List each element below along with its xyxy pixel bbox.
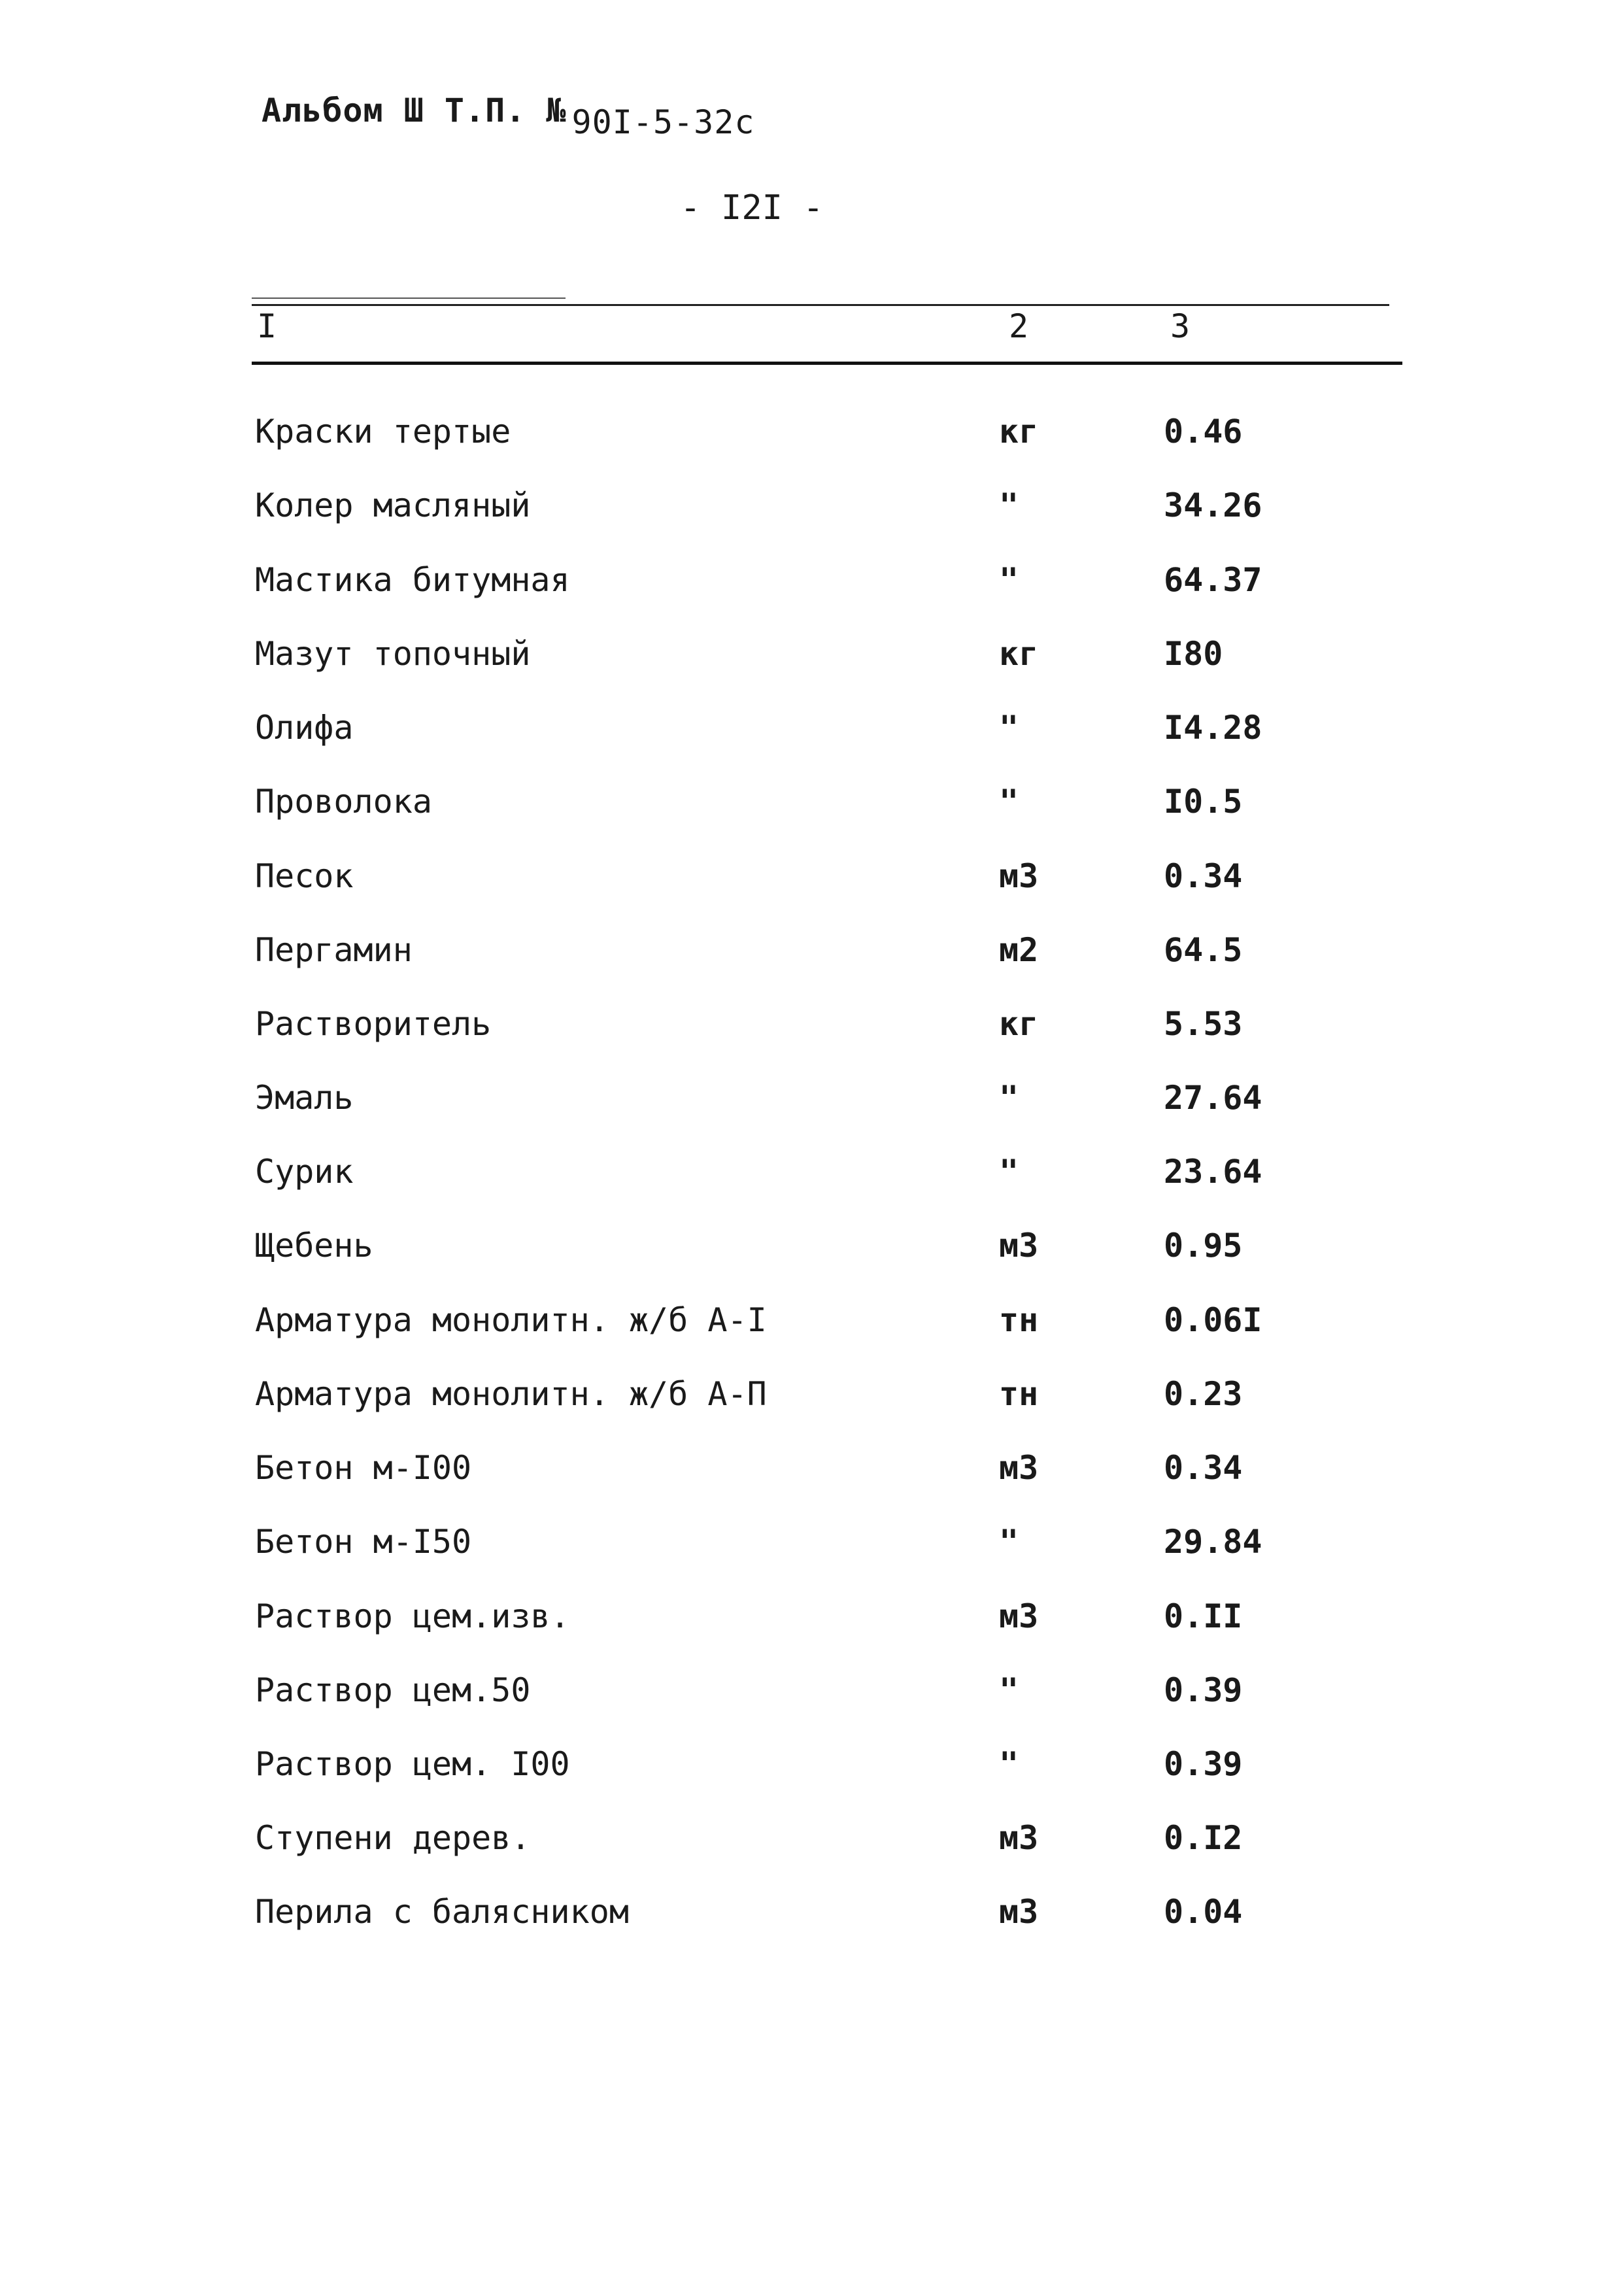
quantity: 64.5 xyxy=(1164,931,1243,969)
unit: м2 xyxy=(999,931,1039,969)
table-row xyxy=(0,405,1624,458)
unit: м3 xyxy=(999,1893,1039,1931)
album-label: Альбом Ш Т.П. № xyxy=(262,92,567,129)
unit: м3 xyxy=(999,1449,1039,1487)
material-name: Бетон м-I50 xyxy=(255,1523,472,1561)
quantity: I0.5 xyxy=(1164,783,1243,821)
unit: " xyxy=(999,783,1019,821)
table-row xyxy=(0,1664,1624,1716)
unit: " xyxy=(999,1153,1019,1191)
table-row xyxy=(0,1294,1624,1346)
table-row xyxy=(0,924,1624,976)
column-header-1: I xyxy=(257,307,277,345)
table-row xyxy=(0,1442,1624,1494)
table-row xyxy=(0,1738,1624,1790)
unit: тн xyxy=(999,1375,1039,1413)
unit: кг xyxy=(999,635,1039,673)
quantity: 0.34 xyxy=(1164,1449,1243,1487)
material-name: Раствор цем.50 xyxy=(255,1671,531,1709)
quantity: 5.53 xyxy=(1164,1005,1243,1043)
quantity: I4.28 xyxy=(1164,709,1262,747)
material-name: Ступени дерев. xyxy=(255,1819,531,1857)
material-name: Эмаль xyxy=(255,1079,354,1117)
unit: м3 xyxy=(999,1597,1039,1635)
table-row xyxy=(0,775,1624,828)
material-name: Олифа xyxy=(255,709,354,747)
table-row xyxy=(0,1590,1624,1642)
material-name: Пергамин xyxy=(255,931,413,969)
column-header-3: 3 xyxy=(1170,307,1191,345)
table-row xyxy=(0,628,1624,680)
quantity: 0.34 xyxy=(1164,857,1243,895)
table-row xyxy=(0,1072,1624,1124)
table-row xyxy=(0,1219,1624,1272)
quantity: 29.84 xyxy=(1164,1523,1262,1561)
material-name: Мазут топочный xyxy=(255,635,531,673)
table-row xyxy=(0,1812,1624,1864)
table-row xyxy=(0,702,1624,754)
quantity: 0.I2 xyxy=(1164,1819,1243,1857)
unit: кг xyxy=(999,1005,1039,1043)
quantity: 23.64 xyxy=(1164,1153,1262,1191)
material-name: Песок xyxy=(255,857,354,895)
unit: м3 xyxy=(999,1227,1039,1265)
page-number: - I2I - xyxy=(680,188,824,228)
unit: " xyxy=(999,1079,1019,1117)
material-name: Щебень xyxy=(255,1227,373,1265)
quantity: I80 xyxy=(1164,635,1223,673)
unit: " xyxy=(999,1523,1019,1561)
unit: м3 xyxy=(999,857,1039,895)
quantity: 34.26 xyxy=(1164,486,1262,524)
material-name: Раствор цем.изв. xyxy=(255,1597,570,1635)
table-row xyxy=(0,1886,1624,1938)
table-row xyxy=(0,1368,1624,1420)
unit: тн xyxy=(999,1301,1039,1339)
material-name: Бетон м-I00 xyxy=(255,1449,472,1487)
quantity: 0.23 xyxy=(1164,1375,1243,1413)
material-name: Краски тертые xyxy=(255,413,511,450)
quantity: 0.06I xyxy=(1164,1301,1262,1339)
unit: м3 xyxy=(999,1819,1039,1857)
material-name: Арматура монолитн. ж/б А-П xyxy=(255,1375,767,1413)
unit: " xyxy=(999,1671,1019,1709)
column-header-2: 2 xyxy=(1009,307,1029,345)
material-name: Мастика битумная xyxy=(255,561,570,599)
table-row xyxy=(0,479,1624,532)
quantity: 0.95 xyxy=(1164,1227,1243,1265)
table-row xyxy=(0,554,1624,606)
quantity: 0.04 xyxy=(1164,1893,1243,1931)
table-row xyxy=(0,1146,1624,1198)
material-name: Раствор цем. I00 xyxy=(255,1745,570,1783)
unit: " xyxy=(999,561,1019,599)
quantity: 0.46 xyxy=(1164,413,1243,450)
quantity: 27.64 xyxy=(1164,1079,1262,1117)
material-name: Растворитель xyxy=(255,1005,492,1043)
material-name: Сурик xyxy=(255,1153,354,1191)
material-name: Колер масляный xyxy=(255,486,531,524)
table-row xyxy=(0,850,1624,902)
album-number: 90I-5-32с xyxy=(571,103,755,141)
quantity: 0.39 xyxy=(1164,1745,1243,1783)
unit: " xyxy=(999,486,1019,524)
quantity: 0.39 xyxy=(1164,1671,1243,1709)
quantity: 64.37 xyxy=(1164,561,1262,599)
unit: " xyxy=(999,1745,1019,1783)
table-row xyxy=(0,1516,1624,1568)
table-row xyxy=(0,998,1624,1050)
unit: кг xyxy=(999,413,1039,450)
material-name: Проволока xyxy=(255,783,432,821)
material-name: Арматура монолитн. ж/б А-I xyxy=(255,1301,767,1339)
material-name: Перила с балясником xyxy=(255,1893,629,1931)
unit: " xyxy=(999,709,1019,747)
quantity: 0.II xyxy=(1164,1597,1243,1635)
